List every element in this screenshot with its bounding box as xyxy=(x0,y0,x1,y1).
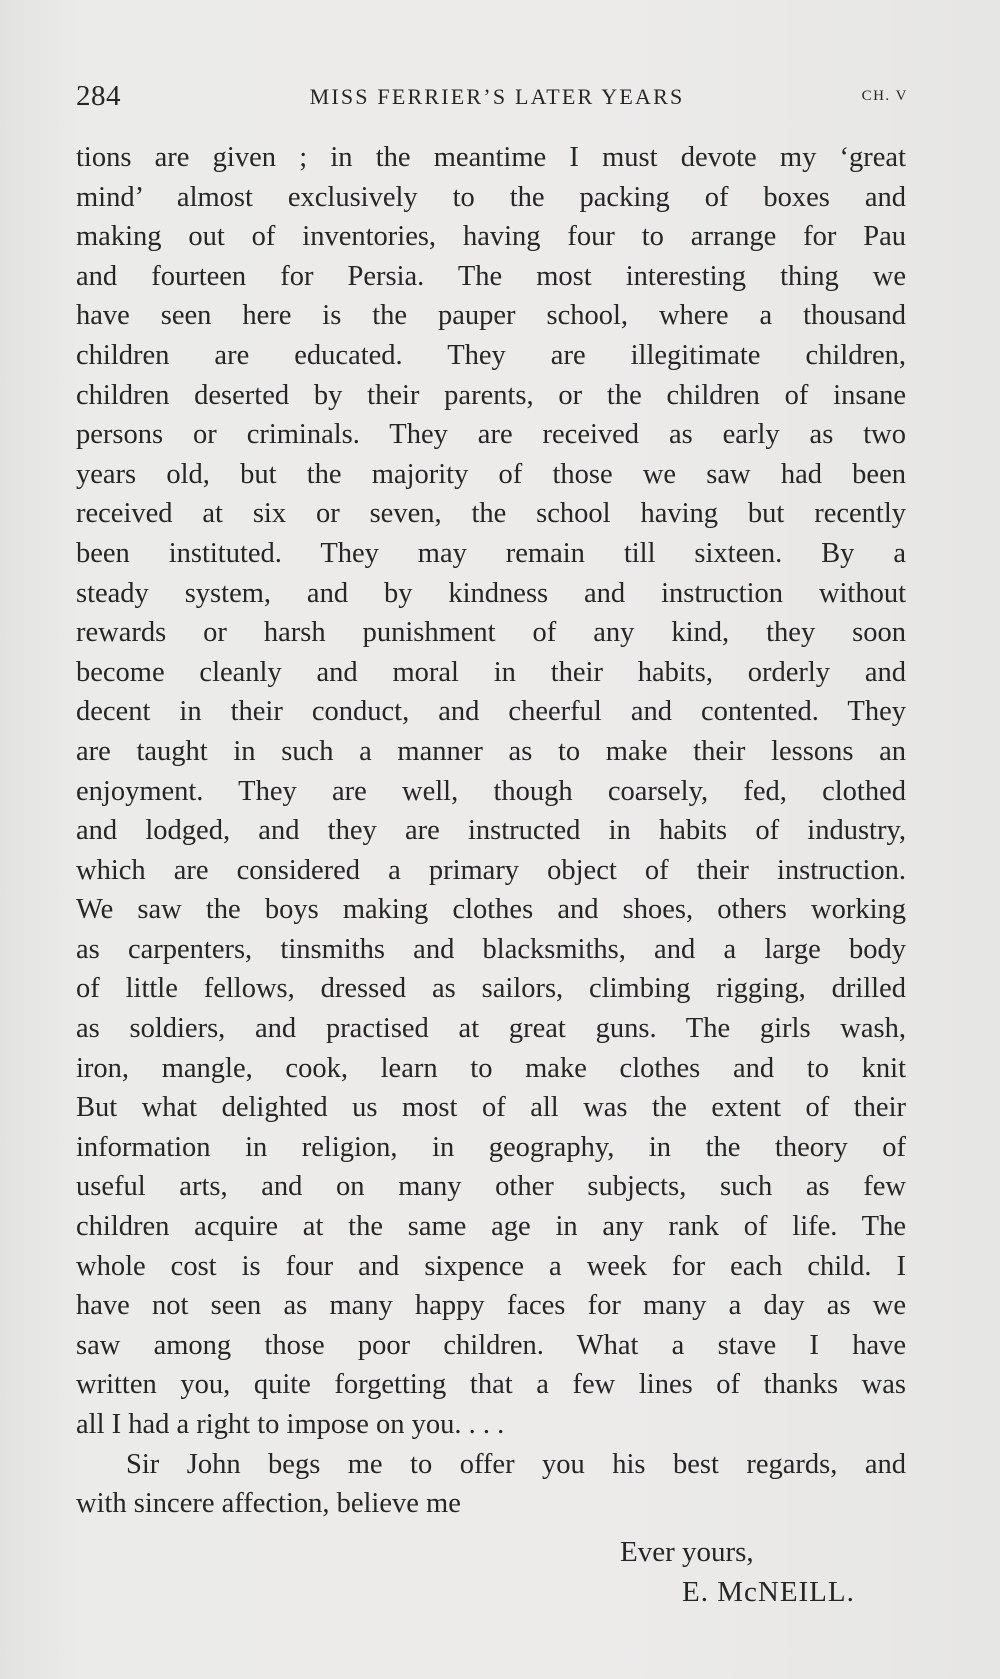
body-text xyxy=(76,138,906,1524)
text-line: years old, but the majority of those we saw had been xyxy=(76,458,906,490)
text-line: and lodged, and they are instructed in habits of industry, xyxy=(76,815,906,847)
text-line: have not seen as many happy faces for many a day as we xyxy=(76,1290,906,1322)
text-line: Sir John begs me to offer you his best regards, and xyxy=(126,1448,906,1480)
page-header xyxy=(76,76,908,116)
text-line: mind’ almost exclusively to the packing of boxes and xyxy=(76,181,906,213)
text-line: received at six or seven, the school having but recently xyxy=(76,498,906,530)
text-line: information in religion, in geography, in the theory of xyxy=(76,1131,906,1163)
chapter-mark: CH. V xyxy=(861,88,908,104)
text-line: useful arts, and on many other subjects, such as few xyxy=(76,1171,906,1203)
text-line: making out of inventories, having four to arrange for Pau xyxy=(76,221,906,253)
text-line: all I had a right to impose on you. . . . xyxy=(76,1409,505,1440)
text-line: as soldiers, and practised at great guns. The girls wash, xyxy=(76,1013,906,1045)
text-line: steady system, and by kindness and instruction without xyxy=(76,577,906,609)
text-line: with sincere affection, believe me xyxy=(76,1488,461,1520)
text-line: children acquire at the same age in any rank of life. The xyxy=(76,1211,906,1243)
text-line: which are considered a primary object of their instruction. xyxy=(76,854,906,886)
text-line: saw among those poor children. What a stave I have xyxy=(76,1329,906,1361)
text-line: We saw the boys making clothes and shoes, others working xyxy=(76,894,906,926)
page-number: 284 xyxy=(76,80,121,112)
text-line: become cleanly and moral in their habits, orderly and xyxy=(76,656,906,688)
text-line: persons or criminals. They are received as early as two xyxy=(76,419,906,451)
text-line: written you, quite forgetting that a few lines of thanks was xyxy=(76,1369,906,1401)
text-line: enjoyment. They are well, though coarsely, fed, clothed xyxy=(76,775,906,807)
text-line: and fourteen for Persia. The most interesting thing we xyxy=(76,260,906,292)
text-line: children are educated. They are illegitimate children, xyxy=(76,339,906,371)
text-line: of little fellows, dressed as sailors, climbing rigging, drilled xyxy=(76,973,906,1005)
text-line: tions are given ; in the meantime I must devote my ‘great xyxy=(76,142,906,173)
text-line: have seen here is the pauper school, where a thousand xyxy=(76,300,906,332)
signature: E. McNEILL. xyxy=(682,1576,855,1608)
text-line: whole cost is four and sixpence a week for each child. I xyxy=(76,1250,906,1282)
text-line: as carpenters, tinsmiths and blacksmiths, and a large body xyxy=(76,933,906,965)
text-line: decent in their conduct, and cheerful and contented. They xyxy=(76,696,906,728)
closing-salutation: Ever yours, xyxy=(620,1536,754,1568)
text-line: rewards or harsh punishment of any kind, they soon xyxy=(76,617,906,649)
text-line: iron, mangle, cook, learn to make clothes and to knit xyxy=(76,1052,906,1084)
running-head: MISS FERRIER’S LATER YEARS xyxy=(309,84,685,109)
text-line: children deserted by their parents, or the children of insane xyxy=(76,379,906,411)
text-line: are taught in such a manner as to make their lessons an xyxy=(76,735,906,767)
text-line: But what delighted us most of all was the extent of their xyxy=(76,1092,906,1124)
text-line: been instituted. They may remain till sixteen. By a xyxy=(76,537,906,569)
